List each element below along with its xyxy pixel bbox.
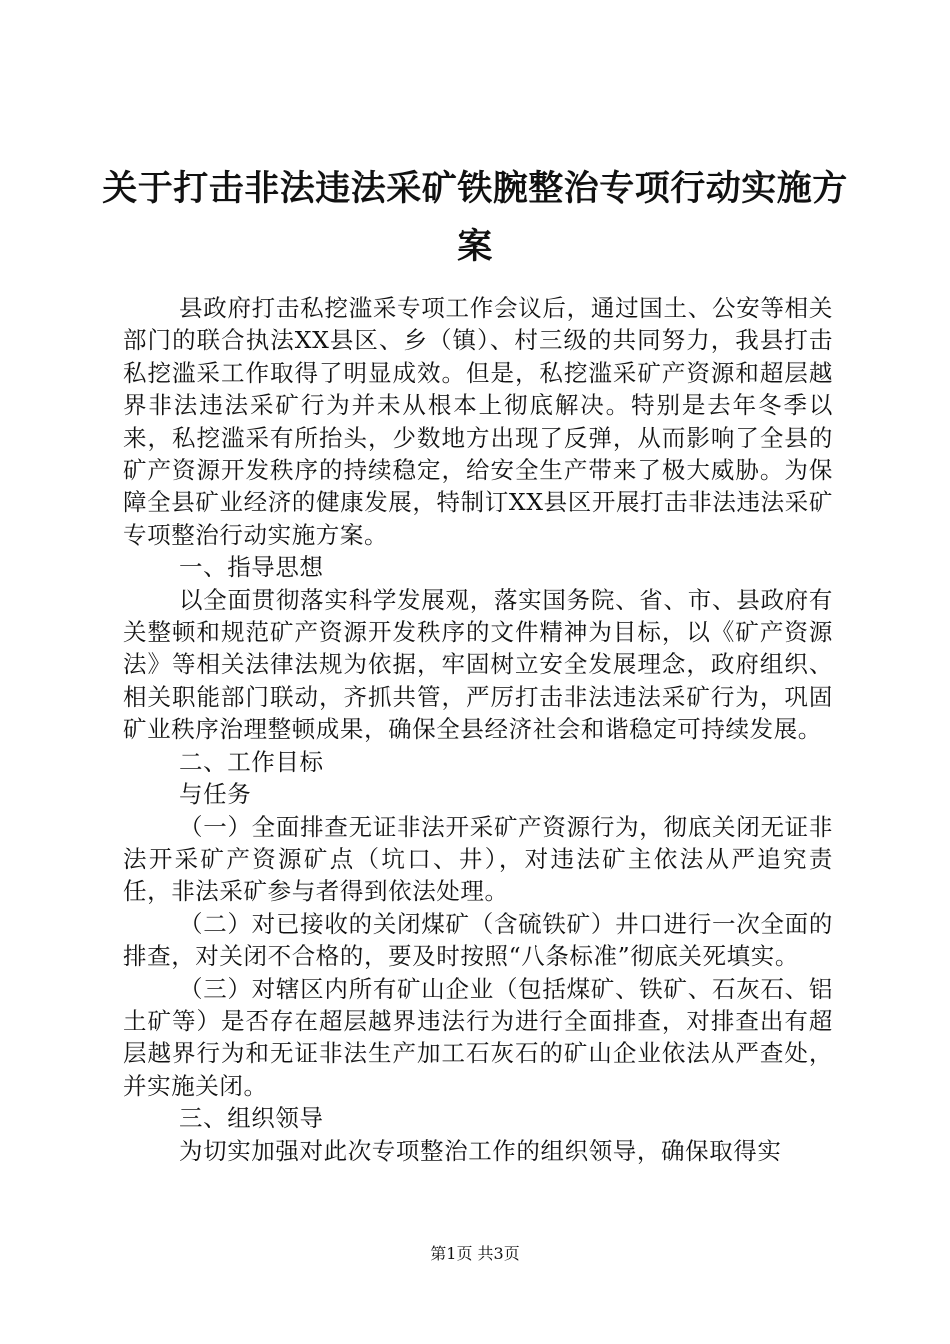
section-heading-organization: 三、组织领导 bbox=[179, 1104, 324, 1133]
task-item-2: （二）对已接收的关闭煤矿（含硫铁矿）井口进行一次全面的排查，对关闭不合格的，要及时按照“八条标准”彻底关死填实。 bbox=[123, 909, 833, 971]
organization-paragraph: 为切实加强对此次专项整治工作的组织领导，确保取得实 bbox=[179, 1136, 782, 1165]
intro-paragraph: 县政府打击私挖滥采专项工作会议后，通过国土、公安等相关部门的联合执法XX县区、乡（镇）、村三级的共同努力，我县打击私挖滥采工作取得了明显成效。但是，私挖滥采矿产资源和超层越界非法违法采矿行为并未从根本上彻底解决。特别是去年冬季以来，私挖滥采有所抬头，少数地方出现了反弹，从而影响了全县的矿产资源开发秩序的持续稳定，给安全生产带来了极大威胁。为保障全县矿业经济的健康发展，特制订XX县区开展打击非法违法采矿专项整治行动实施方案。 bbox=[123, 294, 833, 549]
section-heading-guiding-ideology: 一、指导思想 bbox=[179, 553, 324, 582]
task-item-1: （一）全面排查无证非法开采矿产资源行为，彻底关闭无证非法开采矿产资源矿点（坑口、井），对违法矿主依法从严追究责任，非法采矿参与者得到依法处理。 bbox=[123, 812, 833, 906]
section-heading-work-goals: 二、工作目标 bbox=[179, 747, 324, 776]
page-number-footer: 第1页 共3页 bbox=[430, 1244, 520, 1263]
guiding-ideology-paragraph: 以全面贯彻落实科学发展观，落实国务院、省、市、县政府有关整顿和规范矿产资源开发秩序的文件精神为目标，以《矿产资源法》等相关法律法规为依据，牢固树立安全发展理念，政府组织、相关职能部门联动，齐抓共管，严厉打击非法违法采矿行为，巩固矿业秩序治理整顿成果，确保全县经济社会和谐稳定可持续发展。 bbox=[123, 585, 833, 744]
document-title: 关于打击非法违法采矿铁腕整治专项行动实施方案 bbox=[102, 169, 848, 267]
task-item-3: （三）对辖区内所有矿山企业（包括煤矿、铁矿、石灰石、铝土矿等）是否存在超层越界违法行为进行全面排查，对排查出有超层越界行为和无证非法生产加工石灰石的矿山企业依法从严查处，并实施关闭。 bbox=[123, 974, 833, 1100]
section-heading-tasks: 与任务 bbox=[179, 780, 252, 809]
document-body bbox=[123, 292, 833, 1167]
